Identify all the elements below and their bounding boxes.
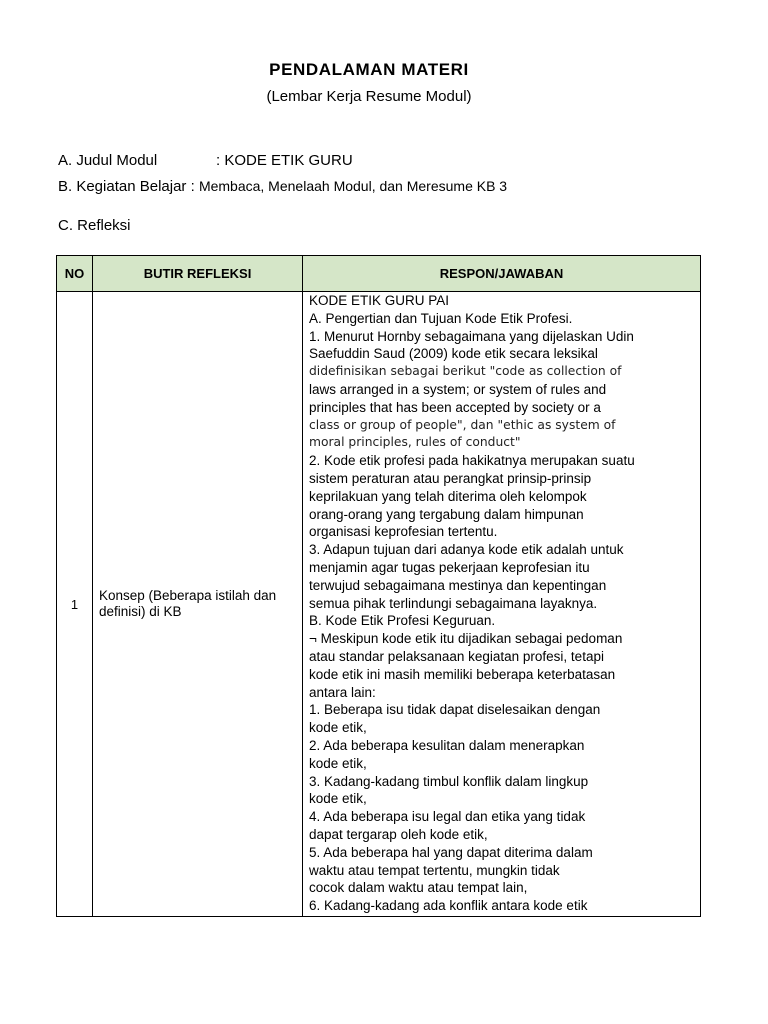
respon-line: antara lain:: [309, 684, 376, 700]
respon-line: cocok dalam waktu atau tempat lain,: [309, 880, 528, 896]
refleksi-heading: C. Refleksi: [58, 217, 131, 234]
refleksi-table: [56, 255, 701, 917]
respon-line: organisasi keprofesian tertentu.: [309, 524, 498, 540]
header-no: NO: [57, 256, 93, 292]
respon-line: B. Kode Etik Profesi Keguruan.: [309, 613, 496, 629]
header-butir-refleksi: BUTIR REFLEKSI: [93, 256, 303, 292]
page-subtitle: (Lembar Kerja Resume Modul): [266, 88, 472, 105]
kegiatan-belajar-value: Membaca, Menelaah Modul, dan Meresume KB 3: [198, 178, 508, 194]
respon-line: class or group of people", dan "ethic as system of: [309, 417, 616, 432]
respon-line: terwujud sebagaimana mestinya dan kepentingan: [309, 577, 607, 593]
respon-line: 1. Menurut Hornby sebagaimana yang dijelaskan Udin: [309, 328, 634, 344]
respon-line: menjamin agar tugas pekerjaan keprofesian itu: [309, 559, 590, 575]
kegiatan-belajar-label: B. Kegiatan Belajar :: [58, 178, 195, 195]
respon-line: 4. Ada beberapa isu legal dan etika yang tidak: [309, 809, 586, 825]
butir-refleksi-cell: Konsep (Beberapa istilah dan definisi) di KB: [93, 292, 303, 917]
respon-line: atau standar pelaksanaan kegiatan profesi, tetapi: [309, 648, 604, 664]
respon-line: KODE ETIK GURU PAI: [309, 293, 450, 308]
respon-line: ¬ Meskipun kode etik itu dijadikan sebagai pedoman: [309, 631, 623, 647]
respon-line: kode etik,: [309, 720, 367, 736]
judul-modul-label: A. Judul Modul: [58, 152, 158, 169]
respon-line: Saefuddin Saud (2009) kode etik secara leksikal: [309, 346, 598, 362]
respon-line: principles that has been accepted by society or a: [309, 399, 601, 415]
respon-line: waktu atau tempat tertentu, mungkin tidak: [309, 862, 560, 878]
respon-line: moral principles, rules of conduct": [309, 435, 521, 450]
respon-line: keprilakuan yang telah diterima oleh kelompok: [309, 488, 587, 504]
respon-line: 3. Adapun tujuan dari adanya kode etik adalah untuk: [309, 542, 624, 558]
kegiatan-belajar-field: [58, 178, 507, 195]
respon-line: 2. Ada beberapa kesulitan dalam menerapkan: [309, 737, 585, 753]
respon-line: dapat tergarap oleh kode etik,: [309, 826, 488, 842]
header-respon-jawaban: RESPON/JAWABAN: [303, 256, 701, 292]
table-row: [57, 292, 701, 917]
page-title: PENDALAMAN MATERI: [269, 60, 469, 79]
respon-line: didefinisikan sebagai berikut "code as collection of: [309, 364, 622, 379]
table-header-row: [57, 256, 701, 292]
judul-modul-value: : KODE ETIK GURU: [216, 152, 353, 169]
respon-line: 5. Ada beberapa hal yang dapat diterima dalam: [309, 844, 593, 860]
respon-line: semua pihak terlindungi sebagaimana layaknya.: [309, 595, 598, 611]
respon-line: kode etik ini masih memiliki beberapa keterbatasan: [309, 666, 616, 682]
respon-line: 2. Kode etik profesi pada hakikatnya merupakan suatu: [309, 453, 635, 469]
respon-line: kode etik,: [309, 791, 367, 807]
respon-line: orang-orang yang tergabung dalam himpunan: [309, 506, 584, 522]
respon-line: 1. Beberapa isu tidak dapat diselesaikan dengan: [309, 702, 601, 718]
respon-line: laws arranged in a system; or system of rules and: [309, 381, 607, 397]
respon-line: sistem peraturan atau perangkat prinsip-prinsip: [309, 470, 592, 486]
respon-line: 3. Kadang-kadang timbul konflik dalam lingkup: [309, 773, 589, 789]
respon-jawaban-cell: [303, 292, 701, 917]
row-number: 1: [57, 292, 93, 917]
respon-line: A. Pengertian dan Tujuan Kode Etik Profesi.: [309, 310, 573, 326]
judul-modul-field: [58, 152, 353, 169]
respon-line: 6. Kadang-kadang ada konflik antara kode etik: [309, 898, 588, 914]
respon-line: kode etik,: [309, 755, 367, 771]
